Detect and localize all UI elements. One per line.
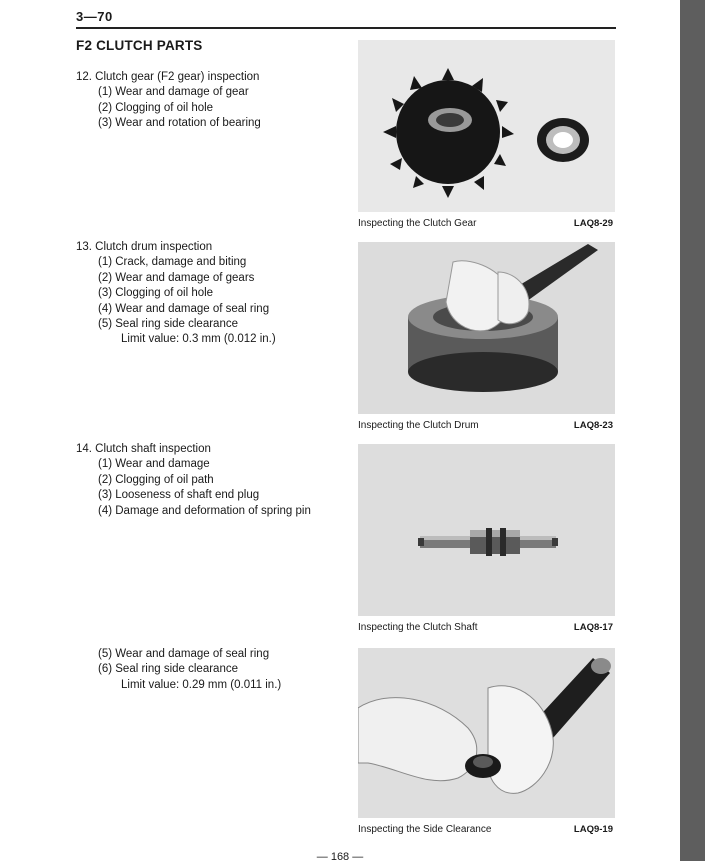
figure-code: LAQ9-19 [573, 824, 613, 835]
caption-text: Inspecting the Side Clearance [358, 824, 492, 835]
list-item: (6) Seal ring side clearance [98, 663, 238, 676]
figure-caption [358, 218, 615, 229]
list-item: (3) Wear and rotation of bearing [98, 117, 261, 130]
caption-text: Inspecting the Clutch Drum [358, 420, 479, 431]
list-item: (2) Wear and damage of gears [98, 271, 255, 284]
section-clutch-gear [76, 70, 261, 132]
list-item: (2) Clogging of oil hole [98, 101, 214, 114]
limit-value: Limit value: 0.3 mm (0.012 in.) [121, 333, 276, 346]
caption-text: Inspecting the Clutch Gear [358, 218, 477, 229]
section-clutch-shaft [76, 442, 311, 519]
list-item: (4) Damage and deformation of spring pin [98, 504, 311, 517]
section-heading: 12. Clutch gear (F2 gear) inspection [76, 71, 260, 83]
caption-text: Inspecting the Clutch Shaft [358, 622, 478, 633]
figure-side-clearance [358, 648, 615, 835]
section-title: F2 CLUTCH PARTS [76, 38, 203, 53]
side-clearance-photo [358, 648, 615, 818]
list-item: (1) Crack, damage and biting [98, 256, 247, 269]
figure-clutch-shaft [358, 444, 615, 633]
figure-code: LAQ8-23 [573, 420, 613, 431]
list-item: (3) Clogging of oil hole [98, 287, 214, 300]
figure-code: LAQ8-29 [573, 218, 613, 229]
list-item: (2) Clogging of oil path [98, 473, 214, 486]
figure-caption [358, 420, 615, 431]
section-clutch-shaft-continued [76, 647, 281, 693]
list-item: (3) Looseness of shaft end plug [98, 489, 260, 502]
figure-caption [358, 622, 615, 633]
figure-clutch-drum [358, 242, 615, 431]
page-reference: 3—70 [76, 9, 113, 24]
limit-value: Limit value: 0.29 mm (0.011 in.) [121, 678, 282, 691]
list-item: (4) Wear and damage of seal ring [98, 302, 270, 315]
section-clutch-drum [76, 240, 276, 348]
section-heading: 13. Clutch drum inspection [76, 241, 213, 253]
page-number: — 168 — [316, 851, 364, 861]
list-item: (5) Seal ring side clearance [98, 318, 238, 331]
figure-clutch-gear [358, 40, 615, 229]
figure-caption [358, 824, 615, 835]
clutch-gear-photo [358, 40, 615, 212]
clutch-shaft-photo [358, 444, 615, 616]
section-heading: 14. Clutch shaft inspection [76, 443, 211, 455]
clutch-drum-photo [358, 242, 615, 414]
list-item: (5) Wear and damage of seal ring [98, 648, 270, 660]
viewer-background [680, 0, 705, 861]
figure-code: LAQ8-17 [573, 622, 613, 633]
header-rule [76, 27, 616, 29]
list-item: (1) Wear and damage of gear [98, 86, 249, 99]
list-item: (1) Wear and damage [98, 458, 210, 471]
